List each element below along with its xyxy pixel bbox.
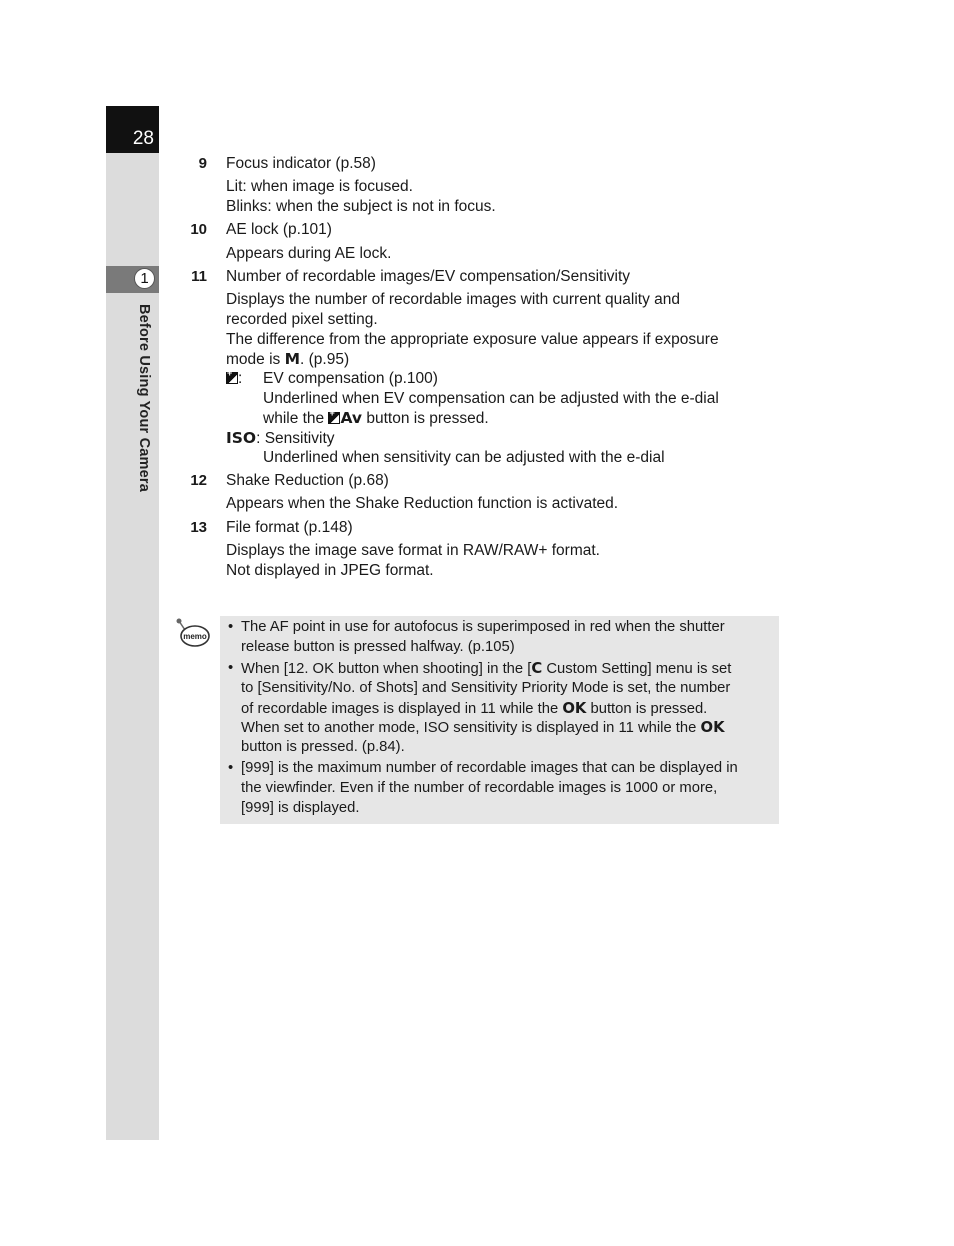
mode-suffix: . (p.95) bbox=[300, 351, 350, 368]
memo-text bbox=[241, 660, 731, 677]
item-text: Lit: when image is focused. bbox=[226, 178, 413, 195]
chapter-title: Before Using Your Camera bbox=[136, 304, 152, 492]
bullet: • bbox=[228, 760, 234, 776]
ev-desc-2 bbox=[263, 409, 489, 428]
ok-button-icon: OK bbox=[562, 700, 587, 717]
item-text: Appears during AE lock. bbox=[226, 245, 392, 262]
ok-button-icon: OK bbox=[700, 719, 725, 736]
page-number: 28 bbox=[132, 128, 154, 149]
page-number-box bbox=[106, 106, 159, 153]
memo-text: release button is pressed halfway. (p.105) bbox=[241, 639, 515, 655]
memo-icon bbox=[176, 618, 210, 648]
item-number: 10 bbox=[190, 221, 207, 238]
item-number: 13 bbox=[190, 519, 207, 536]
memo-text-part: of recordable images is displayed in 11 while the bbox=[241, 701, 563, 717]
memo-text-part: Custom Setting] menu is set bbox=[542, 661, 732, 677]
ev-desc: Underlined when EV compensation can be adjusted with the e-dial bbox=[263, 390, 719, 407]
mode-line bbox=[226, 350, 349, 369]
item-title: File format (p.148) bbox=[226, 519, 353, 536]
item-number: 11 bbox=[191, 268, 207, 285]
bullet: • bbox=[228, 660, 234, 676]
iso-desc: Underlined when sensitivity can be adjusted with the e-dial bbox=[263, 449, 665, 466]
memo-text: [999] is displayed. bbox=[241, 800, 360, 816]
memo-text: [999] is the maximum number of recordable images that can be displayed in bbox=[241, 760, 738, 776]
memo-text-part: When set to another mode, ISO sensitivity is displayed in 11 while the bbox=[241, 720, 701, 736]
memo-text: the viewfinder. Even if the number of recordable images is 1000 or more, bbox=[241, 780, 718, 796]
side-strip bbox=[106, 106, 159, 1140]
item-text: Blinks: when the subject is not in focus. bbox=[226, 198, 496, 215]
memo-icon-text: memo bbox=[183, 632, 207, 641]
ev-desc-2b: button is pressed. bbox=[362, 410, 489, 427]
item-title: Focus indicator (p.58) bbox=[226, 155, 376, 172]
custom-setting-icon: C bbox=[531, 660, 543, 677]
item-title: AE lock (p.101) bbox=[226, 221, 332, 238]
bullet: • bbox=[228, 619, 234, 635]
ev-compensation-icon bbox=[328, 412, 340, 424]
chapter-number: 1 bbox=[134, 268, 155, 289]
memo-text: button is pressed. (p.84). bbox=[241, 739, 405, 755]
memo-text: The AF point in use for autofocus is superimposed in red when the shutter bbox=[241, 619, 725, 635]
iso-line bbox=[226, 429, 335, 448]
mode-prefix: mode is bbox=[226, 351, 285, 368]
av-icon: Av bbox=[340, 409, 363, 427]
item-number: 12 bbox=[190, 472, 207, 489]
item-number: 9 bbox=[198, 155, 207, 172]
ev-colon: : bbox=[238, 370, 243, 387]
ev-compensation-icon bbox=[226, 372, 238, 384]
memo-text bbox=[241, 700, 707, 717]
item-text: Displays the number of recordable images with current quality and bbox=[226, 291, 681, 308]
ev-desc-2a: while the bbox=[263, 410, 329, 427]
memo-text: to [Sensitivity/No. of Shots] and Sensitivity Priority Mode is set, the number bbox=[241, 680, 731, 696]
ev-title: EV compensation (p.100) bbox=[263, 370, 438, 387]
memo-text-part: When [12. OK button when shooting] in the [ bbox=[241, 661, 532, 677]
memo-text-part: button is pressed. bbox=[586, 701, 708, 717]
mode-m-icon: M bbox=[284, 350, 301, 368]
ev-label-line bbox=[226, 370, 242, 388]
iso-icon: ISO bbox=[226, 429, 257, 447]
item-text: Appears when the Shake Reduction function is activated. bbox=[226, 495, 619, 512]
item-title: Number of recordable images/EV compensation/Sensitivity bbox=[226, 268, 631, 285]
item-text: The difference from the appropriate exposure value appears if exposure bbox=[226, 331, 719, 348]
item-title: Shake Reduction (p.68) bbox=[226, 472, 389, 489]
item-text: Not displayed in JPEG format. bbox=[226, 562, 434, 579]
memo-text bbox=[241, 719, 725, 736]
item-text: Displays the image save format in RAW/RAW+ format. bbox=[226, 542, 600, 559]
item-text: recorded pixel setting. bbox=[226, 311, 378, 328]
iso-label: : Sensitivity bbox=[256, 430, 335, 447]
